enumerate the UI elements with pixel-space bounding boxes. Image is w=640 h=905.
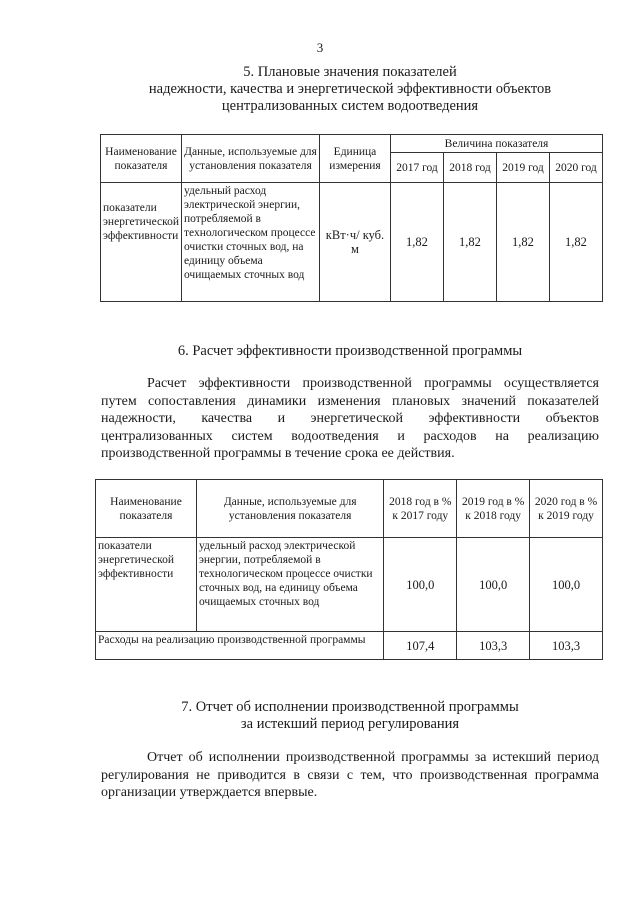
row-value: 1,82	[549, 183, 602, 302]
section-5-heading-line: надежности, качества и энергетической эффективности объектов	[148, 81, 552, 97]
section-7-heading-line: за истекший период регулирования	[240, 716, 460, 732]
header-value-group: Величина показателя	[390, 135, 602, 153]
header-year: 2019 год	[496, 153, 549, 183]
row2-value: 103,3	[457, 632, 530, 660]
header-col: 2018 год в % к 2017 году	[384, 480, 457, 538]
header-data-used: Данные, используемые для установления показателя	[196, 480, 383, 538]
section-7-heading-line: 7. Отчет об исполнении производственной программы	[181, 699, 519, 715]
section-5-heading	[70, 64, 630, 115]
section-7-paragraph: Отчет об исполнении производственной программы за истекший период регулирования не приводится в связи с тем, что производственная программа организации утверждается впервые.	[101, 750, 599, 800]
header-year: 2020 год	[549, 153, 602, 183]
header-unit: Единица измерения	[319, 135, 390, 183]
row-value: 1,82	[496, 183, 549, 302]
page-number: 3	[316, 40, 324, 55]
row-value: 1,82	[390, 183, 443, 302]
row-unit: кВт·ч/ куб. м	[319, 183, 390, 302]
efficiency-table	[95, 479, 603, 660]
row2-value: 107,4	[384, 632, 457, 660]
row1-name: показатели энергетической эффективности	[96, 538, 197, 632]
row2-value: 103,3	[530, 632, 603, 660]
section-6-heading: 6. Расчет эффективности производственной программы	[177, 343, 523, 359]
row2-label: Расходы на реализацию производственной программы	[96, 632, 384, 660]
section-6-paragraph: Расчет эффективности производственной программы осуществляется путем сопоставления динамики изменения плановых значений показателей надежности, качества и энергетической эффективности объектов централизованных систем водоотведения и расходов на реализацию производственной программы в течение срока ее действия.	[101, 376, 599, 461]
indicators-table	[100, 134, 603, 302]
section-5-heading-line: 5. Плановые значения показателей	[243, 64, 457, 80]
header-year: 2018 год	[443, 153, 496, 183]
header-year: 2017 год	[390, 153, 443, 183]
section-7-heading	[70, 699, 630, 733]
header-col: 2019 год в % к 2018 году	[457, 480, 530, 538]
header-col: 2020 год в % к 2019 году	[530, 480, 603, 538]
header-name: Наименование показателя	[101, 135, 182, 183]
row-value: 1,82	[443, 183, 496, 302]
header-data-used: Данные, используемые для установления показателя	[181, 135, 319, 183]
row1-value: 100,0	[530, 538, 603, 632]
row1-value: 100,0	[457, 538, 530, 632]
section-5-heading-line: централизованных систем водоотведения	[221, 98, 479, 114]
row1-data-used: удельный расход электрической энергии, потребляемой в технологическом процессе очистки сточных вод, на единицу объема очищаемых сточных вод	[196, 538, 383, 632]
header-name: Наименование показателя	[96, 480, 197, 538]
row-data-used: удельный расход электрической энергии, потребляемой в технологическом процессе очистки сточных вод, на единицу объема очищаемых сточных вод	[181, 183, 319, 302]
row-name: показатели энергетической эффективности	[101, 183, 182, 302]
row1-value: 100,0	[384, 538, 457, 632]
